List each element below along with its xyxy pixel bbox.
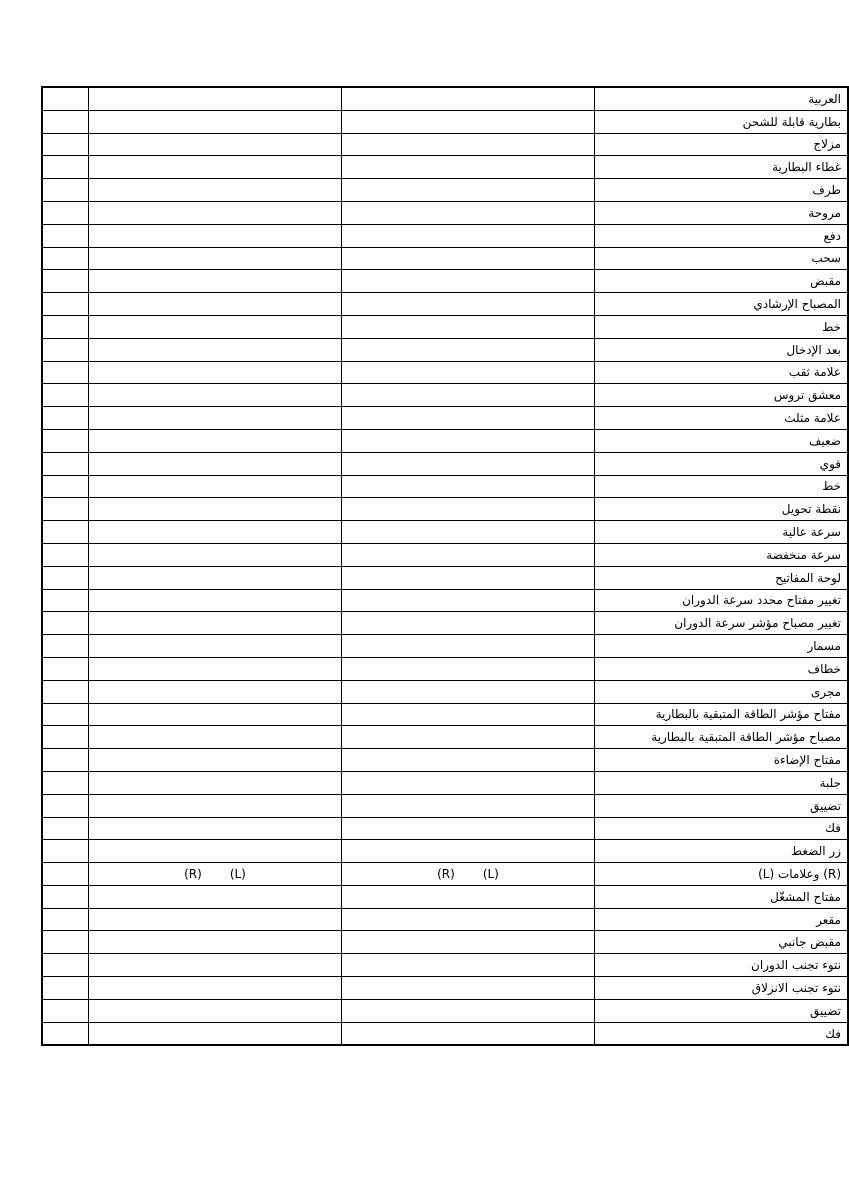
number-cell [42,498,89,521]
table-row [42,977,848,1000]
column-b-cell [342,247,595,270]
column-a-cell [89,87,342,110]
number-cell [42,885,89,908]
table-row [42,589,848,612]
arabic-cell: زر الضغط [595,840,849,863]
column-b-cell [342,931,595,954]
column-a-cell [89,817,342,840]
table-row [42,817,848,840]
column-b-cell [342,1022,595,1045]
right-mark: (L) [482,866,499,881]
table-row [42,885,848,908]
table-row [42,338,848,361]
left-mark: (R) [184,866,202,881]
column-b-cell [342,885,595,908]
column-a-cell [89,908,342,931]
arabic-cell: معشق تروس [595,384,849,407]
column-a-cell [89,293,342,316]
column-a-cell [89,863,342,886]
column-b-cell [342,680,595,703]
column-a-cell [89,201,342,224]
arabic-cell: مجرى [595,680,849,703]
number-cell [42,863,89,886]
arabic-cell: تغيير مفتاح محدد سرعة الدوران [595,589,849,612]
column-b-cell [342,726,595,749]
right-mark: (L) [229,866,246,881]
arabic-cell: خط [595,315,849,338]
column-b-cell [342,475,595,498]
number-cell [42,749,89,772]
column-a-cell [89,794,342,817]
arabic-cell: مفتاح المشغّل [595,885,849,908]
column-a-cell [89,429,342,452]
column-a-cell [89,657,342,680]
table-row [42,475,848,498]
table-body [42,87,848,1045]
column-a-cell [89,771,342,794]
column-a-cell [89,612,342,635]
arabic-cell: طرف [595,179,849,202]
number-cell [42,338,89,361]
table-row [42,749,848,772]
column-b-cell [342,338,595,361]
column-b-cell [342,908,595,931]
number-cell [42,407,89,430]
table-row [42,726,848,749]
arabic-cell: نتوء تجنب الانزلاق [595,977,849,1000]
table-row [42,498,848,521]
number-cell [42,521,89,544]
table-row [42,270,848,293]
arabic-cell: خط [595,475,849,498]
arabic-cell: مقبض جانبي [595,931,849,954]
number-cell [42,179,89,202]
table-row [42,407,848,430]
table-row [42,293,848,316]
column-a-cell [89,885,342,908]
column-b-cell [342,863,595,886]
table-row [42,361,848,384]
arabic-cell: خطاف [595,657,849,680]
number-cell [42,566,89,589]
number-cell [42,612,89,635]
column-b-cell [342,384,595,407]
column-b-cell [342,361,595,384]
column-b-cell [342,498,595,521]
arabic-cell: ضعيف [595,429,849,452]
column-a-cell [89,338,342,361]
table-row [42,566,848,589]
number-cell [42,635,89,658]
number-cell [42,999,89,1022]
column-b-cell [342,156,595,179]
number-cell [42,817,89,840]
column-b-cell [342,999,595,1022]
number-cell [42,110,89,133]
number-cell [42,452,89,475]
column-a-cell [89,635,342,658]
table-row [42,87,848,110]
column-b-cell [342,429,595,452]
arabic-cell: مصباح مؤشر الطاقة المتبقية بالبطارية [595,726,849,749]
table-row [42,543,848,566]
number-cell [42,224,89,247]
number-cell [42,726,89,749]
arabic-cell: مفتاح الإضاءة [595,749,849,772]
column-b-cell [342,270,595,293]
arabic-cell: نتوء تجنب الدوران [595,954,849,977]
arabic-cell: سحب [595,247,849,270]
arabic-cell: تغيير مصباح مؤشر سرعة الدوران [595,612,849,635]
number-cell [42,133,89,156]
column-a-cell [89,361,342,384]
arabic-cell: دفع [595,224,849,247]
table-row [42,201,848,224]
table-row [42,680,848,703]
column-a-cell [89,315,342,338]
number-cell [42,201,89,224]
column-a-cell [89,931,342,954]
column-b-cell [342,749,595,772]
arabic-cell: العربية [595,87,849,110]
column-a-cell [89,680,342,703]
column-a-cell [89,247,342,270]
number-cell [42,680,89,703]
column-b-cell [342,771,595,794]
arabic-cell: سرعة منخفضة [595,543,849,566]
number-cell [42,384,89,407]
table-row [42,224,848,247]
column-a-cell [89,224,342,247]
arabic-cell: (R) وعلامات (L) [595,863,849,886]
arabic-cell: غطاء البطارية [595,156,849,179]
table-row [42,521,848,544]
arabic-cell: علامة ثقب [595,361,849,384]
number-cell [42,543,89,566]
column-b-cell [342,133,595,156]
arabic-cell: قوي [595,452,849,475]
table-row [42,703,848,726]
column-a-cell [89,1022,342,1045]
number-cell [42,589,89,612]
number-cell [42,931,89,954]
arabic-cell: تضييق [595,794,849,817]
column-b-cell [342,201,595,224]
table-row [42,771,848,794]
number-cell [42,771,89,794]
number-cell [42,247,89,270]
arabic-cell: بطارية قابلة للشحن [595,110,849,133]
translation-table [41,86,849,1046]
column-a-cell [89,566,342,589]
column-b-cell [342,794,595,817]
number-cell [42,657,89,680]
number-cell [42,475,89,498]
number-cell [42,361,89,384]
number-cell [42,954,89,977]
table-row [42,179,848,202]
column-a-cell [89,156,342,179]
number-cell [42,794,89,817]
arabic-cell: مسمار [595,635,849,658]
column-a-cell [89,703,342,726]
column-a-cell [89,840,342,863]
number-cell [42,87,89,110]
column-b-cell [342,840,595,863]
table-row [42,452,848,475]
column-b-cell [342,521,595,544]
column-a-cell [89,749,342,772]
arabic-cell: مزلاج [595,133,849,156]
arabic-cell: جلبة [595,771,849,794]
table-row [42,908,848,931]
column-b-cell [342,179,595,202]
arabic-cell: علامة مثلث [595,407,849,430]
number-cell [42,840,89,863]
arabic-cell: مروحة [595,201,849,224]
column-a-cell [89,452,342,475]
arabic-cell: سرعة عالية [595,521,849,544]
column-a-cell [89,179,342,202]
column-b-cell [342,703,595,726]
column-a-cell [89,999,342,1022]
table-row [42,429,848,452]
table-row [42,1022,848,1045]
table-row [42,863,848,886]
number-cell [42,156,89,179]
arabic-cell: المصباح الإرشادي [595,293,849,316]
arabic-cell: بعد الإدخال [595,338,849,361]
table-row [42,612,848,635]
column-b-cell [342,224,595,247]
column-b-cell [342,110,595,133]
arabic-cell: لوحة المفاتيح [595,566,849,589]
table-row [42,156,848,179]
table-row [42,133,848,156]
table-row [42,954,848,977]
column-b-cell [342,87,595,110]
column-a-cell [89,384,342,407]
table-row [42,840,848,863]
column-b-cell [342,315,595,338]
number-cell [42,315,89,338]
column-a-cell [89,521,342,544]
number-cell [42,908,89,931]
column-a-cell [89,407,342,430]
arabic-cell: فك [595,1022,849,1045]
number-cell [42,703,89,726]
arabic-cell: مقبض [595,270,849,293]
arabic-cell: مقعر [595,908,849,931]
table-row [42,999,848,1022]
column-b-cell [342,452,595,475]
arabic-cell: مفتاح مؤشر الطاقة المتبقية بالبطارية [595,703,849,726]
arabic-cell: تضييق [595,999,849,1022]
number-cell [42,429,89,452]
column-b-cell [342,543,595,566]
column-a-cell [89,270,342,293]
column-a-cell [89,498,342,521]
column-a-cell [89,543,342,566]
column-a-cell [89,589,342,612]
table-row [42,931,848,954]
number-cell [42,270,89,293]
document-sheet [41,86,841,1046]
column-b-cell [342,954,595,977]
column-b-cell [342,612,595,635]
column-b-cell [342,407,595,430]
table-row [42,794,848,817]
table-row [42,247,848,270]
number-cell [42,1022,89,1045]
number-cell [42,977,89,1000]
column-a-cell [89,977,342,1000]
column-b-cell [342,589,595,612]
table-row [42,315,848,338]
arabic-cell: فك [595,817,849,840]
left-mark: (R) [437,866,455,881]
column-b-cell [342,635,595,658]
table-row [42,657,848,680]
column-a-cell [89,133,342,156]
column-a-cell [89,110,342,133]
number-cell [42,293,89,316]
table-row [42,384,848,407]
column-a-cell [89,726,342,749]
arabic-cell: نقطة تحويل [595,498,849,521]
column-a-cell [89,954,342,977]
column-b-cell [342,293,595,316]
column-a-cell [89,475,342,498]
column-b-cell [342,657,595,680]
column-b-cell [342,817,595,840]
column-b-cell [342,566,595,589]
table-row [42,635,848,658]
column-b-cell [342,977,595,1000]
table-row [42,110,848,133]
